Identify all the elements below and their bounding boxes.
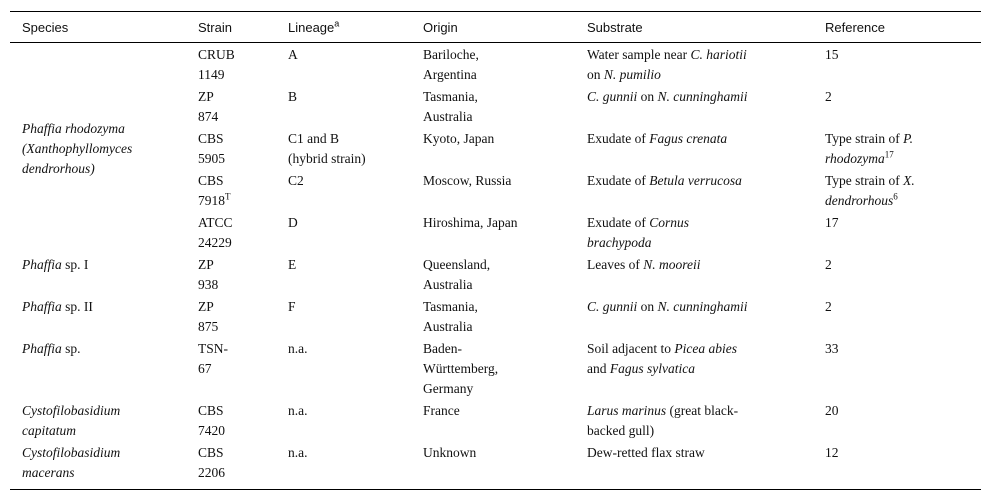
species-suffix: sp. bbox=[61, 341, 81, 356]
origin-text: Baden- bbox=[423, 341, 462, 356]
lineage-cell: C2 bbox=[288, 173, 304, 188]
species-name-line: (Xanthophyllomyces bbox=[22, 141, 133, 156]
header-lineage-text: Lineage bbox=[288, 20, 335, 35]
header-strain: Strain bbox=[198, 20, 232, 35]
lineage-cell: D bbox=[288, 215, 298, 230]
substrate-taxon: N. cunninghamii bbox=[657, 89, 748, 104]
substrate-taxon: C. gunnii bbox=[587, 89, 638, 104]
substrate-text: Exudate of bbox=[587, 215, 650, 230]
origin-text: Bariloche, bbox=[423, 47, 479, 62]
species-genus: Phaffia bbox=[22, 257, 62, 272]
strain-text: ZP bbox=[198, 257, 214, 272]
reference-cell: 15 bbox=[825, 47, 839, 62]
reference-text: Type strain of bbox=[825, 131, 904, 146]
lineage-cell: A bbox=[288, 47, 298, 62]
origin-cell bbox=[423, 87, 478, 127]
species-name-line: Cystofilobasidium bbox=[22, 403, 121, 418]
origin-text: Argentina bbox=[423, 67, 477, 82]
substrate-cell bbox=[587, 401, 738, 441]
strain-text: 874 bbox=[198, 109, 219, 124]
strain-text: 24229 bbox=[198, 235, 232, 250]
species-suffix: sp. I bbox=[61, 257, 89, 272]
substrate-text: on bbox=[637, 89, 658, 104]
substrate-cell bbox=[587, 171, 742, 191]
origin-text: Queensland, bbox=[423, 257, 491, 272]
reference-citation: 6 bbox=[893, 191, 898, 202]
reference-cell: 2 bbox=[825, 299, 832, 314]
substrate-text: Exudate of bbox=[587, 131, 650, 146]
lineage-cell: n.a. bbox=[288, 341, 308, 356]
substrate-taxon: Larus marinus bbox=[587, 403, 667, 418]
species-genus: Phaffia bbox=[22, 341, 62, 356]
strain-text: ZP bbox=[198, 89, 214, 104]
substrate-taxon: Betula verrucosa bbox=[649, 173, 742, 188]
header-substrate: Substrate bbox=[587, 20, 643, 35]
origin-cell bbox=[423, 339, 498, 399]
origin-cell: France bbox=[423, 403, 460, 418]
origin-cell: Unknown bbox=[423, 445, 477, 460]
header-lineage bbox=[288, 20, 339, 35]
strain-text: TSN- bbox=[198, 341, 228, 356]
species-name-line: dendrorhous) bbox=[22, 161, 95, 176]
strain-text: 7420 bbox=[198, 423, 225, 438]
substrate-cell bbox=[587, 255, 700, 275]
header-reference: Reference bbox=[825, 20, 885, 35]
substrate-cell: Dew-retted flax straw bbox=[587, 445, 705, 460]
reference-taxon: P. bbox=[903, 131, 914, 146]
substrate-cell bbox=[587, 87, 748, 107]
substrate-taxon: C. hariotii bbox=[690, 47, 747, 62]
species-cell bbox=[22, 401, 120, 441]
substrate-taxon: brachypoda bbox=[587, 235, 652, 250]
lineage-cell: n.a. bbox=[288, 445, 308, 460]
lineage-cell: B bbox=[288, 89, 298, 104]
origin-text: Tasmania, bbox=[423, 299, 478, 314]
origin-cell bbox=[423, 45, 479, 85]
origin-cell: Kyoto, Japan bbox=[423, 131, 495, 146]
origin-text: Australia bbox=[423, 277, 473, 292]
substrate-cell bbox=[587, 45, 747, 85]
strain-cell bbox=[198, 255, 218, 295]
substrate-text: Soil adjacent to bbox=[587, 341, 675, 356]
substrate-cell bbox=[587, 129, 727, 149]
strain-cell bbox=[198, 213, 233, 253]
lineage-cell: E bbox=[288, 257, 297, 272]
origin-text: Württemberg, bbox=[423, 361, 499, 376]
origin-text: Tasmania, bbox=[423, 89, 478, 104]
species-genus: Phaffia bbox=[22, 299, 62, 314]
strain-text: ATCC bbox=[198, 215, 233, 230]
strain-text: ZP bbox=[198, 299, 214, 314]
substrate-taxon: N. cunninghamii bbox=[657, 299, 748, 314]
substrate-text: Leaves of bbox=[587, 257, 644, 272]
species-cell bbox=[22, 339, 81, 359]
strain-text: CBS bbox=[198, 173, 224, 188]
species-group-phaffia-rhodozyma bbox=[22, 119, 132, 179]
type-strain-mark: T bbox=[225, 191, 231, 202]
reference-cell: 20 bbox=[825, 403, 839, 418]
lineage-text: (hybrid strain) bbox=[288, 151, 366, 166]
reference-taxon: dendrorhous bbox=[825, 193, 894, 208]
strain-cell bbox=[198, 129, 225, 169]
reference-cell bbox=[825, 171, 915, 211]
reference-cell: 33 bbox=[825, 341, 839, 356]
strain-text: CBS bbox=[198, 403, 224, 418]
substrate-cell bbox=[587, 339, 737, 379]
substrate-taxon: Cornus bbox=[649, 215, 689, 230]
reference-taxon: rhodozyma bbox=[825, 151, 885, 166]
substrate-text: on bbox=[587, 67, 604, 82]
strain-cell bbox=[198, 401, 225, 441]
substrate-taxon: Fagus sylvatica bbox=[609, 361, 695, 376]
reference-cell: 2 bbox=[825, 257, 832, 272]
strain-text: 875 bbox=[198, 319, 219, 334]
species-name-line: Phaffia rhodozyma bbox=[22, 121, 125, 136]
species-cell bbox=[22, 255, 88, 275]
strain-cell bbox=[198, 171, 231, 211]
species-name-line: Cystofilobasidium bbox=[22, 445, 121, 460]
origin-cell: Moscow, Russia bbox=[423, 173, 512, 188]
substrate-text: and bbox=[587, 361, 610, 376]
reference-cell: 12 bbox=[825, 445, 839, 460]
substrate-taxon: C. gunnii bbox=[587, 299, 638, 314]
strain-cell bbox=[198, 297, 218, 337]
origin-text: Germany bbox=[423, 381, 474, 396]
lineage-text: C1 and B bbox=[288, 131, 340, 146]
species-name-line: capitatum bbox=[22, 423, 76, 438]
strain-text: 5905 bbox=[198, 151, 225, 166]
species-name-line: macerans bbox=[22, 465, 75, 480]
header-lineage-footnote: a bbox=[334, 18, 340, 29]
reference-taxon: X. bbox=[903, 173, 915, 188]
species-suffix: sp. II bbox=[61, 299, 93, 314]
header-origin: Origin bbox=[423, 20, 458, 35]
reference-cell bbox=[825, 129, 913, 169]
header-rule bbox=[10, 42, 981, 43]
reference-cell: 2 bbox=[825, 89, 832, 104]
lineage-cell: n.a. bbox=[288, 403, 308, 418]
species-cell bbox=[22, 443, 120, 483]
strain-cell bbox=[198, 339, 228, 379]
substrate-taxon: N. pumilio bbox=[603, 67, 661, 82]
lineage-cell: F bbox=[288, 299, 296, 314]
strain-text: 938 bbox=[198, 277, 219, 292]
substrate-text: (great black- bbox=[666, 403, 739, 418]
strain-text: 67 bbox=[198, 361, 212, 376]
substrate-text: Water sample near bbox=[587, 47, 691, 62]
strain-cell bbox=[198, 87, 218, 127]
substrate-taxon: Picea abies bbox=[674, 341, 737, 356]
substrate-text: backed gull) bbox=[587, 423, 655, 438]
substrate-text: on bbox=[637, 299, 658, 314]
reference-cell: 17 bbox=[825, 215, 839, 230]
origin-text: Australia bbox=[423, 319, 473, 334]
strain-text: 1149 bbox=[198, 67, 225, 82]
origin-cell bbox=[423, 255, 490, 295]
reference-citation: 17 bbox=[884, 149, 894, 160]
strain-text: CBS bbox=[198, 131, 224, 146]
strain-text: 2206 bbox=[198, 465, 225, 480]
header-species: Species bbox=[22, 20, 69, 35]
strain-cell bbox=[198, 45, 235, 85]
substrate-cell bbox=[587, 297, 748, 317]
strain-text: CRUB bbox=[198, 47, 235, 62]
strain-text: 7918 bbox=[198, 193, 225, 208]
origin-cell: Hiroshima, Japan bbox=[423, 215, 518, 230]
substrate-cell bbox=[587, 213, 689, 253]
bottom-rule bbox=[10, 489, 981, 490]
substrate-taxon: Fagus crenata bbox=[649, 131, 728, 146]
lineage-cell bbox=[288, 129, 366, 169]
reference-text: Type strain of bbox=[825, 173, 904, 188]
species-cell bbox=[22, 297, 93, 317]
substrate-taxon: N. mooreii bbox=[643, 257, 701, 272]
substrate-text: Exudate of bbox=[587, 173, 650, 188]
top-rule bbox=[10, 11, 981, 12]
origin-text: Australia bbox=[423, 109, 473, 124]
strain-text: CBS bbox=[198, 445, 224, 460]
origin-cell bbox=[423, 297, 478, 337]
strain-cell bbox=[198, 443, 225, 483]
